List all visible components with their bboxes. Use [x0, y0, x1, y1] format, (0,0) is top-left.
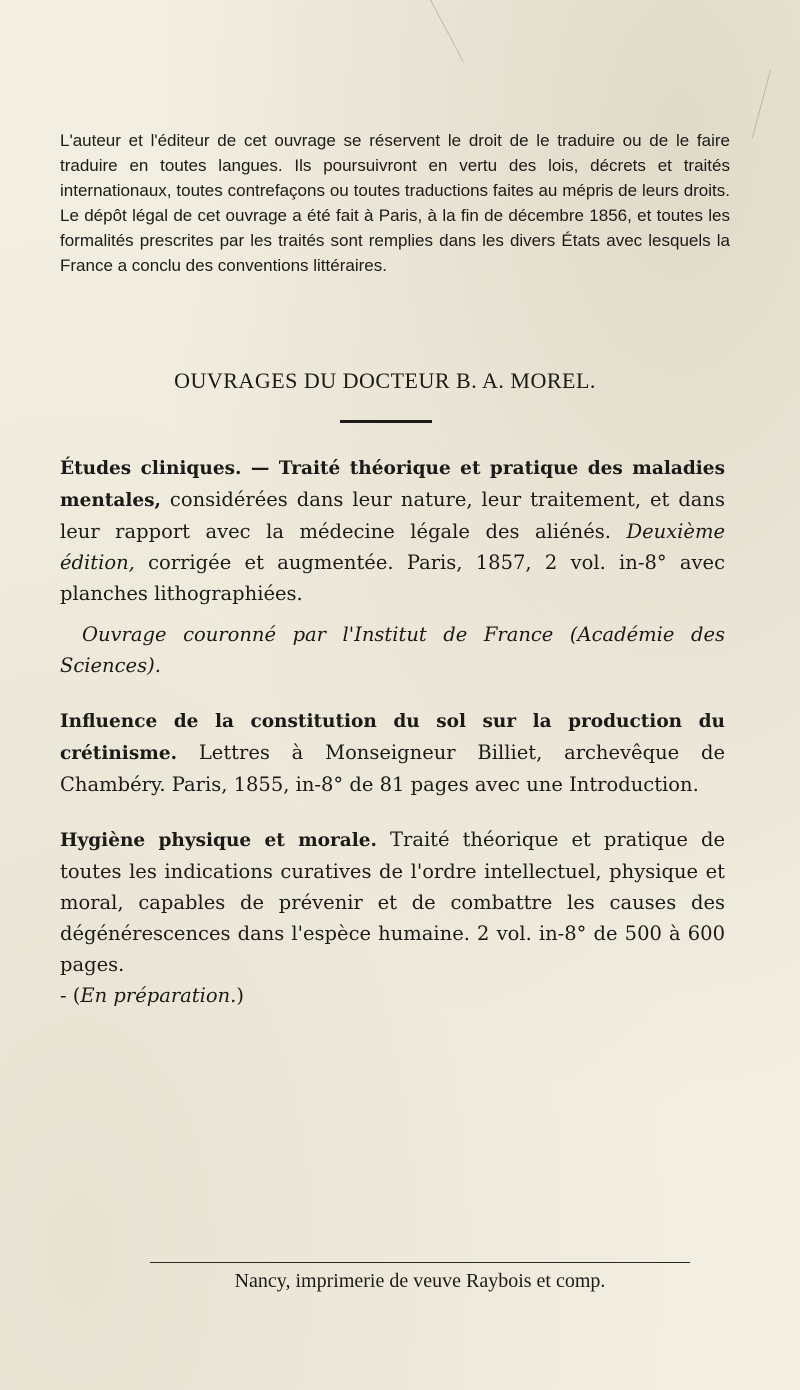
list-item — [60, 824, 725, 1011]
paper-crease — [752, 70, 771, 138]
entry-body: considérées dans leur nature, leur traitement, et dans leur rapport avec la médecine légale des aliénés. — [60, 488, 725, 543]
entry-status — [60, 980, 725, 1011]
entry-body: Traité théorique et pratique de toutes les indications curatives de l'ordre intellectuel, physique et moral, capables de prévenir et de combattre les causes des dégénérescences dans l'espèce humaine. 2 vol. in-8° de 500 à 600 pages. — [60, 828, 725, 976]
entry-body-continued: corrigée et augmentée. Paris, 1857, 2 vol. in-8° avec planches lithographiées. — [60, 551, 725, 605]
entry-title: Influence de la constitution du sol sur la production du crétinisme. — [60, 711, 725, 764]
entry-body: Lettres à Monseigneur Billiet, archevêque de Chambéry. Paris, 1855, in-8° de 81 pages avec une Introduction. — [60, 741, 725, 796]
status-open: - ( — [60, 984, 81, 1007]
copyright-notice — [60, 128, 730, 278]
entry-title: Hygiène physique et morale. — [60, 830, 377, 851]
entry-edition: Deuxième édition, — [60, 520, 725, 574]
notice-text: L'auteur et l'éditeur de cet ouvrage se réservent le droit de le traduire ou de le faire traduire en toutes langues. Ils poursuivront en vertu des lois, décrets et traités internationaux, toutes contrefaçons ou toutes traductions faites au mépris de leurs droits. Le dépôt légal de cet ouvrage a été fait à Paris, à la fin de décembre 1856, et toutes les formalités prescrites par les traités sont remplies dans les divers États avec lesquels la France a conclu des conventions littéraires. — [60, 131, 730, 275]
title-rule — [340, 420, 432, 423]
status-close: ) — [236, 984, 244, 1007]
status-text: En préparation. — [80, 984, 237, 1007]
paper-crease — [430, 0, 464, 62]
footer-rule — [150, 1262, 690, 1263]
entry-note: Ouvrage couronné par l'Institut de France (Académie des Sciences). — [60, 623, 725, 677]
printer-imprint: Nancy, imprimerie de veuve Raybois et comp. — [234, 1270, 606, 1292]
entry-title: Études cliniques. — Traité théorique et pratique des maladies mentales, — [60, 458, 725, 511]
works-list — [60, 452, 725, 1035]
page-title: OUVRAGES DU DOCTEUR B. A. MOREL. — [174, 368, 596, 393]
list-item — [60, 452, 725, 681]
list-item — [60, 705, 725, 800]
